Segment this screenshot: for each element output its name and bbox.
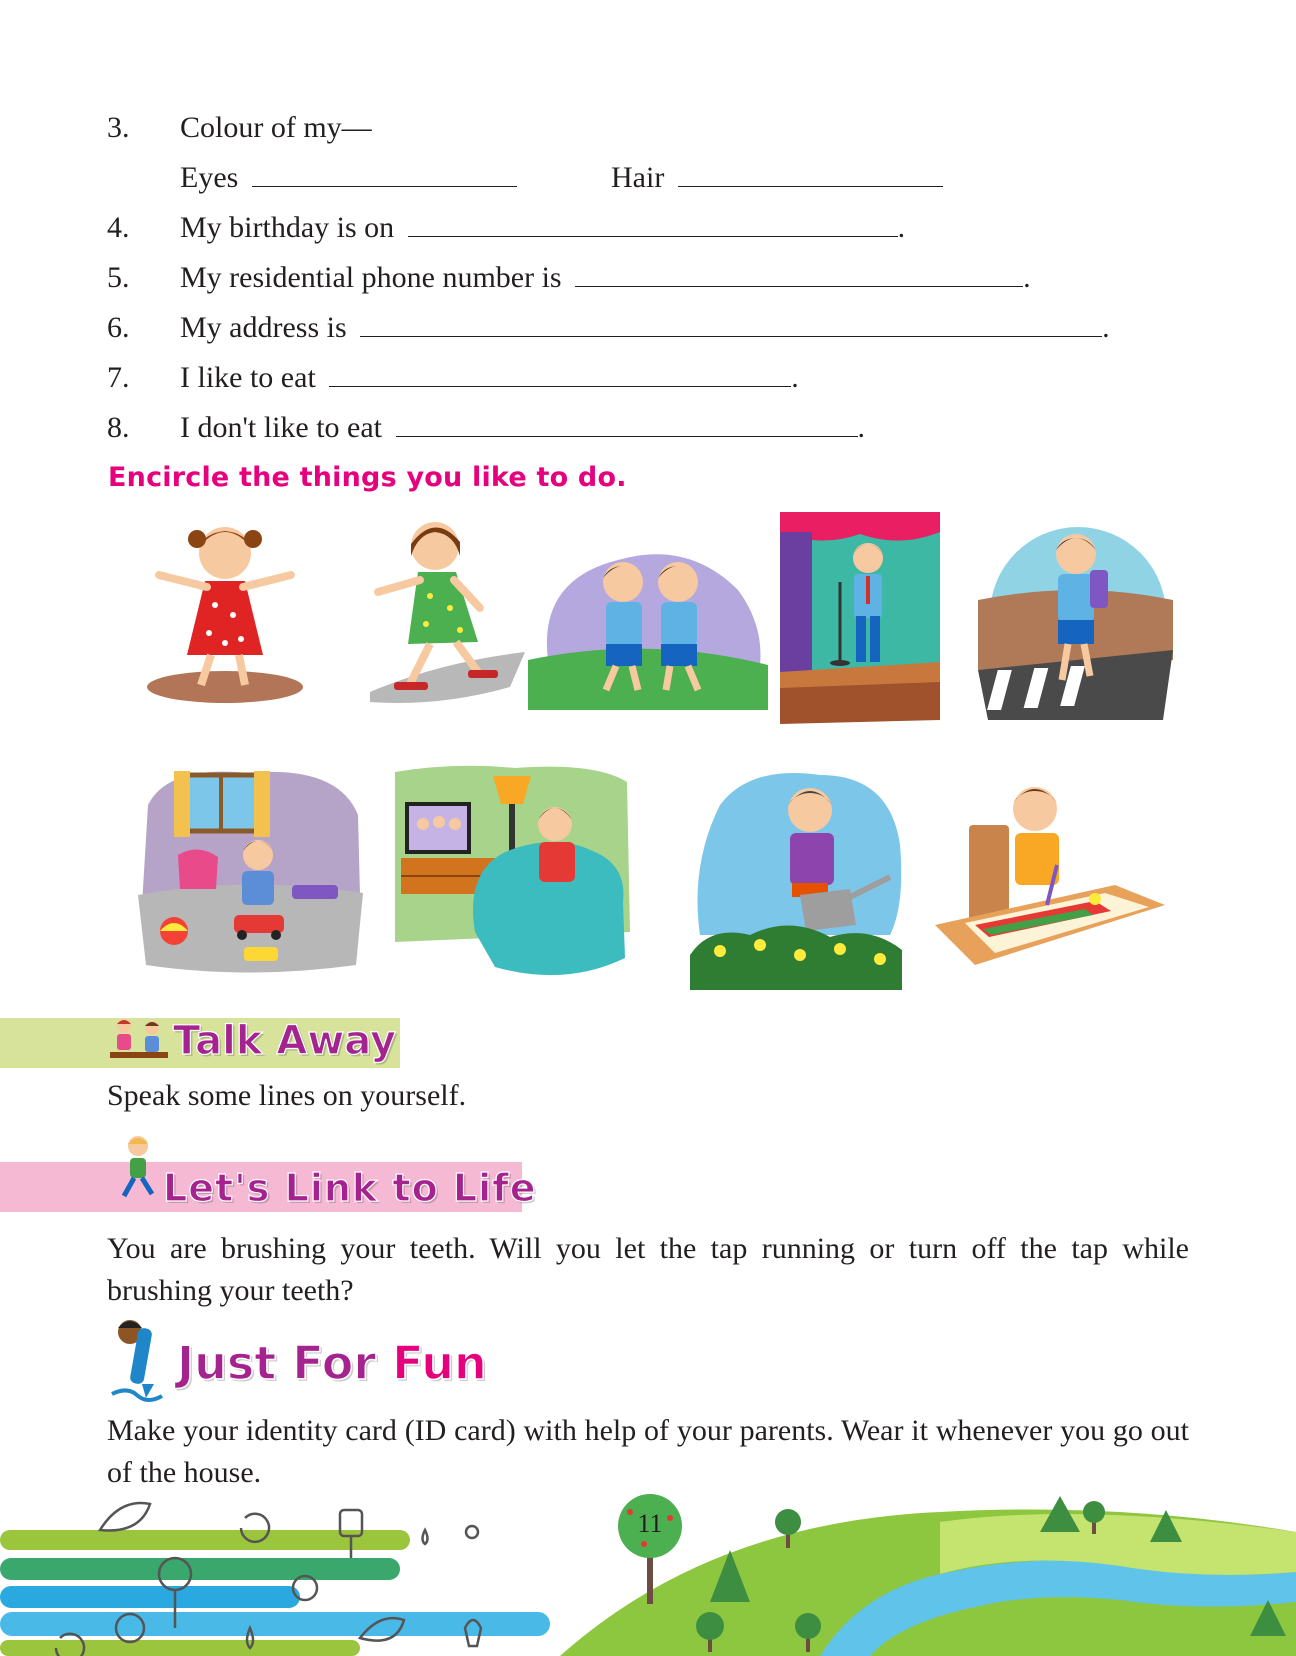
- speaking-on-stage-image[interactable]: [780, 512, 940, 732]
- dont-like-to-eat-blank[interactable]: [396, 410, 858, 437]
- watching-tv-image[interactable]: [395, 762, 635, 987]
- question-text: My address is: [180, 311, 347, 344]
- playing-with-toys-image[interactable]: [138, 765, 363, 975]
- dancing-girl-image[interactable]: [145, 515, 305, 705]
- eco-footer-left: [0, 1488, 560, 1656]
- encircle-instruction: Encircle the things you like to do.: [108, 462, 627, 493]
- fun-label: Fun: [392, 1336, 487, 1390]
- full-stop: .: [791, 361, 799, 394]
- link-to-life-title: Let's Link to Life: [163, 1166, 537, 1210]
- crossing-road-image[interactable]: [978, 520, 1173, 720]
- drawing-image[interactable]: [935, 765, 1165, 970]
- talk-away-text: Speak some lines on yourself.: [107, 1079, 467, 1112]
- just-for-fun-text: Make your identity card (ID card) with help of your parents. Wear it whenever you go out of the house.: [107, 1414, 1189, 1489]
- question-number: 8.: [107, 411, 130, 444]
- full-stop: .: [1102, 311, 1110, 344]
- talk-away-title: Talk Away: [173, 1018, 397, 1064]
- hair-blank[interactable]: [678, 160, 943, 187]
- page-number: 11: [637, 1509, 663, 1538]
- full-stop: .: [857, 411, 866, 444]
- hair-label: Hair: [611, 161, 665, 194]
- question-number: 5.: [107, 261, 130, 294]
- friends-playing-image[interactable]: [528, 540, 768, 710]
- boy-with-crayon-icon: [108, 1318, 166, 1404]
- running-boy-icon: [112, 1134, 160, 1202]
- question-text: My birthday is on: [180, 211, 395, 244]
- eyes-blank[interactable]: [252, 160, 517, 187]
- just-for-label: Just For: [177, 1336, 377, 1390]
- question-number: 7.: [107, 361, 130, 394]
- question-text: I don't like to eat: [180, 411, 383, 444]
- phone-blank[interactable]: [575, 260, 1023, 287]
- question-number: 6.: [107, 311, 130, 344]
- skating-girl-image[interactable]: [360, 512, 530, 712]
- watering-plants-image[interactable]: [690, 765, 905, 990]
- question-text: My residential phone number is: [180, 261, 562, 294]
- question-text: Colour of my—: [180, 111, 372, 144]
- eyes-label: Eyes: [180, 161, 239, 194]
- like-to-eat-blank[interactable]: [329, 360, 791, 387]
- link-to-life-text: You are brushing your teeth. Will you let the tap running or turn off the tap while brushing your teeth?: [107, 1232, 1189, 1307]
- birthday-blank[interactable]: [408, 210, 898, 237]
- full-stop: .: [1023, 261, 1031, 294]
- talking-kids-icon: [110, 1016, 168, 1064]
- just-for-fun-title: [177, 1336, 487, 1390]
- question-text: I like to eat: [180, 361, 316, 394]
- question-number: 3.: [107, 111, 130, 144]
- full-stop: .: [897, 211, 906, 244]
- question-number: 4.: [107, 211, 130, 244]
- address-blank[interactable]: [360, 310, 1102, 337]
